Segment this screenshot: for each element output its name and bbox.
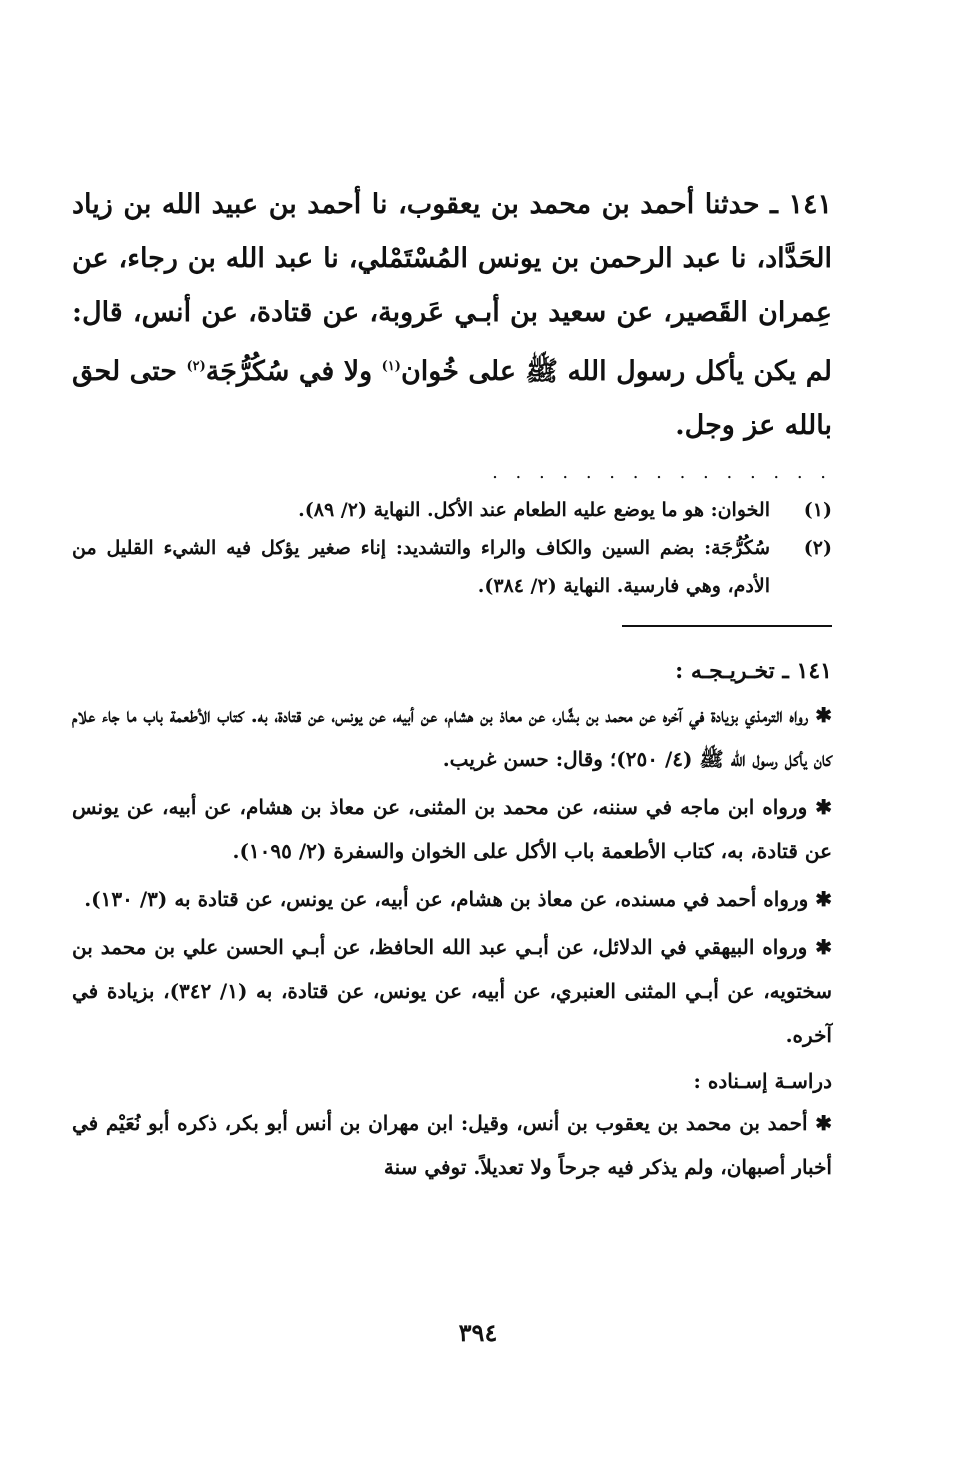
- footnote-ref-2: (٢): [186, 359, 206, 374]
- takhrij-section: [72, 651, 832, 1057]
- footnote-number: (١): [803, 499, 832, 521]
- hadith-text: [72, 178, 832, 453]
- isnad-section: [72, 1061, 832, 1189]
- page-number: ٣٩٤: [458, 1318, 498, 1347]
- footnotes: [72, 491, 832, 605]
- takhrij-item: ✱ ورواه البيهقي في الدلائل، عن أبـي عبد الله الحافظ، عن أبـي الحسن علي بن محمد بن سختويه، عن أبـي المثنى العنبري، عن أبيه، عن يونس، عن قتادة، به (١/ ٣٤٢)، بزيادة في آخره.: [72, 935, 832, 1047]
- footnote-text: سُكُرُّجَة: بضم السين والكاف والراء والتشديد: إناء صغير يؤكل فيه الشيء القليل من الأدم، وهي فارسية. النهاية (٢/ ٣٨٤).: [72, 537, 770, 597]
- isnad-item: ✱ أحمد بن محمد بن يعقوب بن أنس، وقيل: ابن مهران بن أنس أبو بكر، ذكره أبو نُعَيْم في أخبار أصبهان، ولم يذكر فيه جرحاً ولا تعديلاً. توفي سنة: [72, 1111, 832, 1179]
- hadith-body-mid: ولا في سُكُرُّجَة: [205, 356, 382, 387]
- footnote-separator: . . . . . . . . . . . . . . .: [492, 462, 832, 483]
- footnote-item: [72, 529, 832, 605]
- hadith-body: ـ حدثنا أحمد بن محمد بن يعقوب، نا أحمد بن عبيد الله بن زياد الحَدَّاد، نا عبد الرحمن بن يونس المُسْتَمْلي، نا عبد الله بن رجاء، عن عِمران القَصير، عن سعيد بن أبـي عَروبة، عن قتادة، عن أنس، قال: لم يكن يأكل رسول الله ﷺ على خُوان: [72, 189, 832, 387]
- footnote-ref-1: (١): [381, 359, 401, 374]
- page-body: [72, 178, 832, 1193]
- hadith-block: [72, 178, 832, 453]
- star-icon: ✱: [815, 703, 832, 727]
- star-icon: ✱: [815, 935, 832, 959]
- section-divider: [622, 625, 832, 627]
- footnote-text: الخوان: هو ما يوضع عليه الطعام عند الأكل. النهاية (٢/ ٨٩).: [298, 499, 770, 521]
- footnote-number: (٢): [803, 537, 832, 559]
- takhrij-item: ✱ ورواه أحمد في مسنده، عن معاذ بن هشام، عن أبيه، عن يونس، عن قتادة به (٣/ ١٣٠).: [84, 887, 832, 911]
- isnad-title: دراسـة إسـناده :: [693, 1069, 832, 1093]
- takhrij-title: ١٤١ ـ تخـريـجـه :: [675, 658, 832, 684]
- star-icon: ✱: [815, 1111, 832, 1135]
- star-icon: ✱: [815, 887, 832, 911]
- footnote-item: [72, 491, 832, 529]
- hadith-body-end: حتى لحق بالله عز وجل.: [72, 356, 832, 441]
- star-icon: ✱: [815, 795, 832, 819]
- hadith-number: ١٤١: [788, 189, 832, 220]
- takhrij-item: ✱ ورواه ابن ماجه في سننه، عن محمد بن المثنى، عن معاذ بن هشام، عن أبيه، عن يونس عن قتادة، به، كتاب الأطعمة باب الأكل على الخوان والسفرة (٢/ ١٠٩٥).: [72, 795, 832, 863]
- takhrij-item: ✱ رواه الترمذي بزيادة في آخره عن محمد بن بشَّار، عن معاذ بن هشام، عن أبيه، عن يونس، عن قتادة، به. كتاب الأطعمة باب ما جاء علام كان يأكل رسول الله ﷺ (٤/ ٢٥٠)؛ وقال: حسن غريب.: [72, 703, 832, 771]
